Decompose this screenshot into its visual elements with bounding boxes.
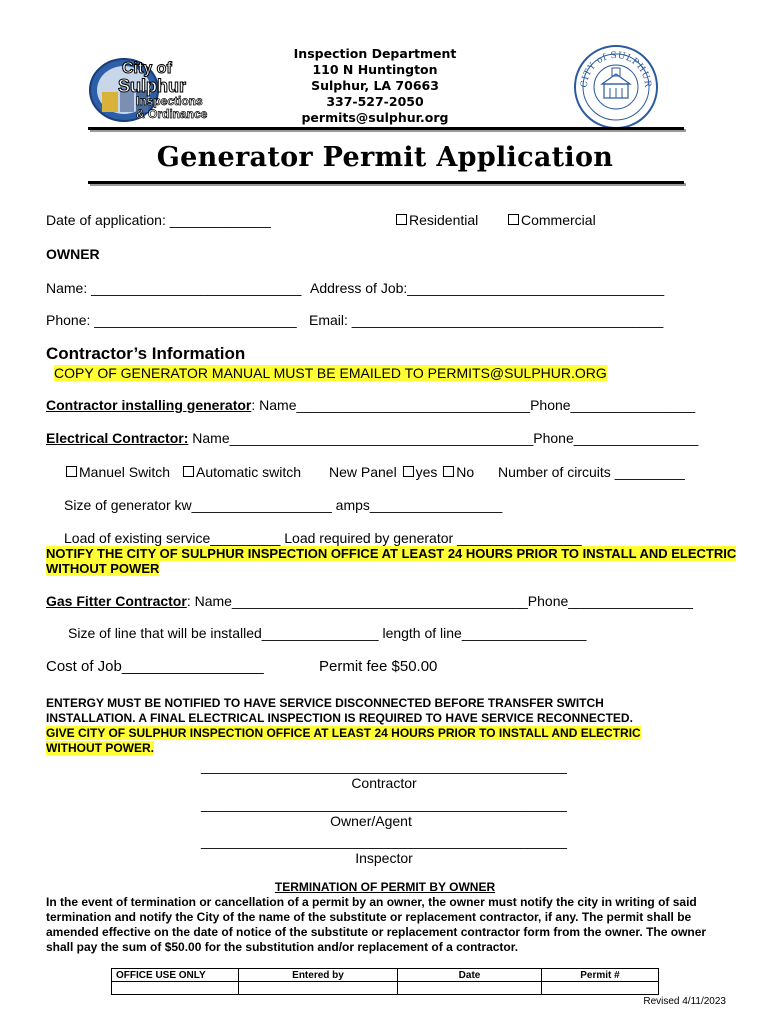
notify-notice-line2: WITHOUT POWER bbox=[46, 561, 160, 576]
entergy-line1: ENTERGY MUST BE NOTIFIED TO HAVE SERVICE DISCONNECTED BEFORE TRANSFER SWITCH bbox=[46, 696, 604, 710]
permit-number-header: Permit # bbox=[542, 969, 659, 982]
installing-contractor-label: Contractor installing generator bbox=[46, 397, 252, 413]
inspector-signature-line[interactable]: _______________________________________________ bbox=[201, 833, 567, 849]
owner-phone-field[interactable]: Phone: __________________________ bbox=[46, 312, 297, 328]
permit-fee: Permit fee $50.00 bbox=[319, 658, 438, 675]
office-use-cell[interactable] bbox=[112, 982, 239, 995]
inspector-signature-label: Inspector bbox=[355, 850, 413, 866]
electrical-contractor-row[interactable] bbox=[46, 430, 698, 446]
load-row[interactable]: Load of existing service_________ Load required by generator ________________ bbox=[64, 530, 582, 546]
auto-switch-checkbox[interactable] bbox=[183, 466, 194, 477]
contractor-signature-line[interactable]: _______________________________________________ bbox=[201, 758, 567, 774]
manual-switch-checkbox[interactable] bbox=[66, 466, 77, 477]
commercial-checkbox[interactable] bbox=[508, 214, 519, 225]
date-header: Date bbox=[398, 969, 542, 982]
manual-switch-option[interactable] bbox=[66, 464, 170, 480]
logo-line3: Inspections bbox=[136, 94, 203, 108]
residential-option[interactable] bbox=[396, 212, 478, 228]
dept-email: permits@sulphur.org bbox=[301, 110, 449, 125]
office-table-entry-row bbox=[112, 982, 659, 995]
office-use-table bbox=[111, 968, 659, 995]
logo-line4: & Ordinance bbox=[136, 107, 208, 121]
permit-number-cell[interactable] bbox=[542, 982, 659, 995]
new-panel-label: New Panel bbox=[329, 464, 397, 480]
gas-fitter-label: Gas Fitter Contractor bbox=[46, 593, 187, 609]
contractor-signature-label: Contractor bbox=[351, 775, 417, 791]
page-title: Generator Permit Application bbox=[156, 142, 614, 173]
generator-size-row[interactable]: Size of generator kw__________________ amps_________________ bbox=[64, 497, 503, 513]
new-panel-yes-checkbox[interactable] bbox=[403, 466, 414, 477]
date-cell[interactable] bbox=[398, 982, 542, 995]
residential-checkbox[interactable] bbox=[396, 214, 407, 225]
new-panel-row[interactable] bbox=[329, 464, 474, 480]
dept-address1: 110 N Huntington bbox=[312, 62, 438, 77]
entergy-line3: GIVE CITY OF SULPHUR INSPECTION OFFICE AT LEAST 24 HOURS PRIOR TO INSTALL AND ELECTRIC bbox=[46, 726, 641, 740]
entergy-line4: WITHOUT POWER. bbox=[46, 741, 154, 755]
manual-notice: COPY OF GENERATOR MANUAL MUST BE EMAILED TO PERMITS@SULPHUR.ORG bbox=[54, 365, 607, 381]
dept-phone: 337-527-2050 bbox=[326, 94, 424, 109]
office-table-header-row bbox=[112, 969, 659, 982]
new-panel-yes-label: yes bbox=[415, 464, 438, 480]
new-panel-no-label: No bbox=[456, 464, 475, 480]
date-of-application[interactable]: Date of application: _____________ bbox=[46, 212, 271, 228]
manual-switch-label: Manuel Switch bbox=[79, 464, 171, 480]
owner-signature-line[interactable]: _______________________________________________ bbox=[201, 796, 567, 812]
logo-line2: Sulphur bbox=[118, 76, 186, 96]
entered-by-header: Entered by bbox=[239, 969, 398, 982]
owner-signature-label: Owner/Agent bbox=[330, 813, 412, 829]
revised-date: Revised 4/11/2023 bbox=[643, 996, 726, 1007]
dept-name: Inspection Department bbox=[293, 46, 457, 61]
cost-of-job-field[interactable]: Cost of Job_________________ bbox=[46, 658, 264, 675]
installing-contractor-fields: : Name______________________________Phone________________ bbox=[251, 397, 696, 413]
office-use-header: OFFICE USE ONLY bbox=[112, 969, 239, 982]
city-logo bbox=[88, 56, 218, 124]
electrical-contractor-label: Electrical Contractor: bbox=[46, 430, 189, 446]
contractor-heading: Contractor’s Information bbox=[46, 344, 246, 363]
termination-body: In the event of termination or cancellation of a permit by an owner, the owner must notify the city in writing of said termination and notify the City of the name of the substitute or replacement contractor, if any. The permit shall be amended effective on the date of notice of the substitute or replacement contractor form from the owner. The owner shall pay the sum of $50.00 for the substitution and/or replacement of a contractor. bbox=[46, 895, 707, 954]
residential-label: Residential bbox=[409, 212, 479, 228]
auto-switch-option[interactable] bbox=[183, 464, 301, 480]
commercial-label: Commercial bbox=[521, 212, 596, 228]
line-size-row[interactable]: Size of line that will be installed_______________ length of line________________ bbox=[68, 625, 587, 641]
entergy-line2: INSTALLATION. A FINAL ELECTRICAL INSPECTION IS REQUIRED TO HAVE SERVICE RECONNECTED. bbox=[46, 711, 633, 725]
owner-heading: OWNER bbox=[46, 246, 100, 262]
seal-text: CITY of SULPHUR bbox=[579, 50, 653, 89]
entered-by-cell[interactable] bbox=[239, 982, 398, 995]
department-header bbox=[260, 46, 490, 126]
new-panel-no-checkbox[interactable] bbox=[443, 466, 454, 477]
header-rule-bottom bbox=[88, 181, 684, 184]
entergy-notice bbox=[46, 696, 736, 756]
termination-heading: TERMINATION OF PERMIT BY OWNER bbox=[274, 880, 496, 894]
logo-line1: City of bbox=[122, 60, 172, 77]
header-rule-top bbox=[88, 127, 684, 130]
owner-name-field[interactable]: Name: ___________________________ bbox=[46, 280, 302, 296]
gas-fitter-fields: : Name______________________________________Phone________________ bbox=[186, 593, 693, 609]
job-address-field[interactable]: Address of Job:_________________________________ bbox=[310, 280, 665, 296]
installing-contractor-row[interactable] bbox=[46, 397, 695, 413]
notify-notice-line1: NOTIFY THE CITY OF SULPHUR INSPECTION OFFICE AT LEAST 24 HOURS PRIOR TO INSTALL AND ELECTRIC bbox=[46, 546, 737, 561]
dept-address2: Sulphur, LA 70663 bbox=[311, 78, 439, 93]
gas-fitter-row[interactable] bbox=[46, 593, 693, 609]
owner-email-field[interactable]: Email: ________________________________________ bbox=[309, 312, 664, 328]
electrical-contractor-fields: Name_______________________________________Phone________________ bbox=[188, 430, 699, 446]
city-seal bbox=[573, 44, 659, 130]
auto-switch-label: Automatic switch bbox=[196, 464, 302, 480]
svg-text:CITY of SULPHUR bbox=[580, 51, 652, 88]
number-of-circuits-field[interactable]: Number of circuits _________ bbox=[498, 464, 685, 480]
commercial-option[interactable] bbox=[508, 212, 596, 228]
